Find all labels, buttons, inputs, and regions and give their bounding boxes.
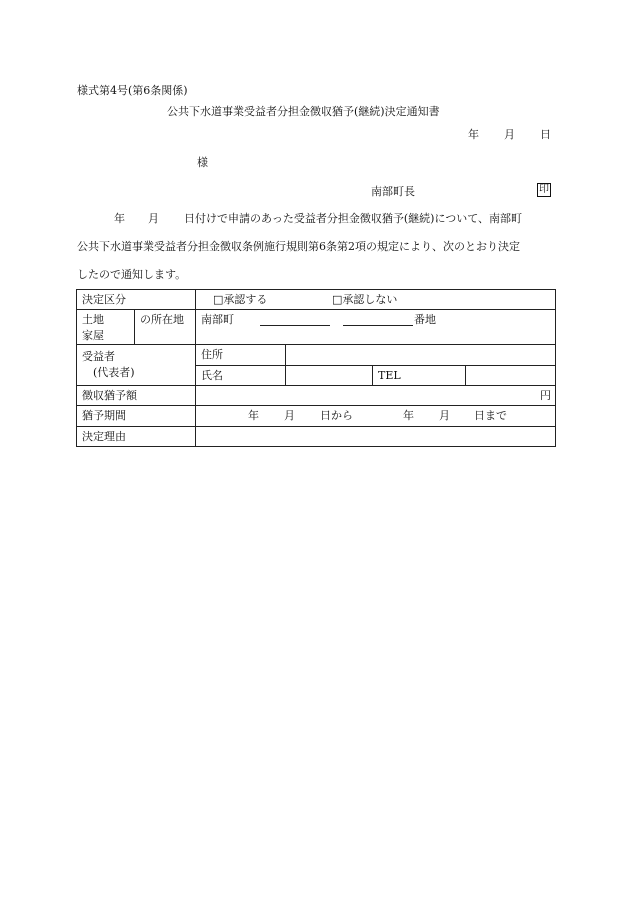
table-column-divider <box>372 365 373 385</box>
table-row-divider <box>76 344 556 345</box>
body-text-line-3: したので通知します。 <box>77 268 187 281</box>
date-month-label: 月 <box>504 128 515 141</box>
body-text-line-2: 公共下水道事業受益者分担金徴収条例施行規則第6条第2項の規定により、次のとおり決定 <box>77 240 520 253</box>
form-number: 様式第4号(第6条関係) <box>77 84 188 97</box>
table-column-divider <box>285 344 286 385</box>
seal-stamp: 印 <box>539 184 549 195</box>
address-label: 住所 <box>201 348 223 361</box>
table-border-left <box>76 289 77 447</box>
representative-label: (代表者) <box>93 366 135 379</box>
land-label: 土地 <box>82 313 104 326</box>
table-column-divider <box>465 365 466 385</box>
approve-checkbox[interactable]: □承認する <box>213 293 268 306</box>
house-label: 家屋 <box>82 329 104 342</box>
date-day-label: 日 <box>540 128 551 141</box>
recipient-honorific: 様 <box>197 156 208 169</box>
period-from-year: 年 <box>248 409 259 422</box>
decision-category-label: 決定区分 <box>82 293 126 306</box>
body-month-label: 月 <box>148 212 159 225</box>
table-border-bottom <box>76 446 556 447</box>
document-title: 公共下水道事業受益者分担金徴収猶予(継続)決定通知書 <box>167 105 440 118</box>
location-input-line-2[interactable] <box>343 325 413 326</box>
body-year-label: 年 <box>114 212 125 225</box>
period-from-day: 日から <box>320 409 353 422</box>
table-row-divider <box>76 405 556 406</box>
tel-label: TEL <box>378 369 401 382</box>
body-text-line-1: 日付けで申請のあった受益者分担金徴収猶予(継続)について、南部町 <box>184 212 523 225</box>
table-column-divider <box>134 309 135 344</box>
table-column-divider <box>195 289 196 447</box>
decision-table <box>76 289 556 447</box>
period-to-month: 月 <box>439 409 450 422</box>
deferral-period-label: 猶予期間 <box>82 409 126 422</box>
name-label: 氏名 <box>201 369 223 382</box>
table-row-divider <box>195 365 556 366</box>
period-to-day: 日まで <box>474 409 507 422</box>
deferral-amount-label: 徴収猶予額 <box>82 389 137 402</box>
issuer-name: 南部町長 <box>371 185 415 198</box>
table-row-divider <box>76 309 556 310</box>
table-row-divider <box>76 426 556 427</box>
table-border-right <box>555 289 556 447</box>
table-border-top <box>76 289 556 290</box>
table-row-divider <box>76 385 556 386</box>
period-to-year: 年 <box>403 409 414 422</box>
location-label: の所在地 <box>140 313 184 326</box>
date-year-label: 年 <box>468 128 479 141</box>
town-name: 南部町 <box>201 313 234 326</box>
beneficiary-label: 受益者 <box>82 350 115 363</box>
period-from-month: 月 <box>284 409 295 422</box>
banchi-label: 番地 <box>414 313 436 326</box>
location-input-line-1[interactable] <box>260 325 330 326</box>
decision-reason-label: 決定理由 <box>82 430 126 443</box>
reject-checkbox[interactable]: □承認しない <box>332 293 398 306</box>
yen-label: 円 <box>540 389 551 402</box>
